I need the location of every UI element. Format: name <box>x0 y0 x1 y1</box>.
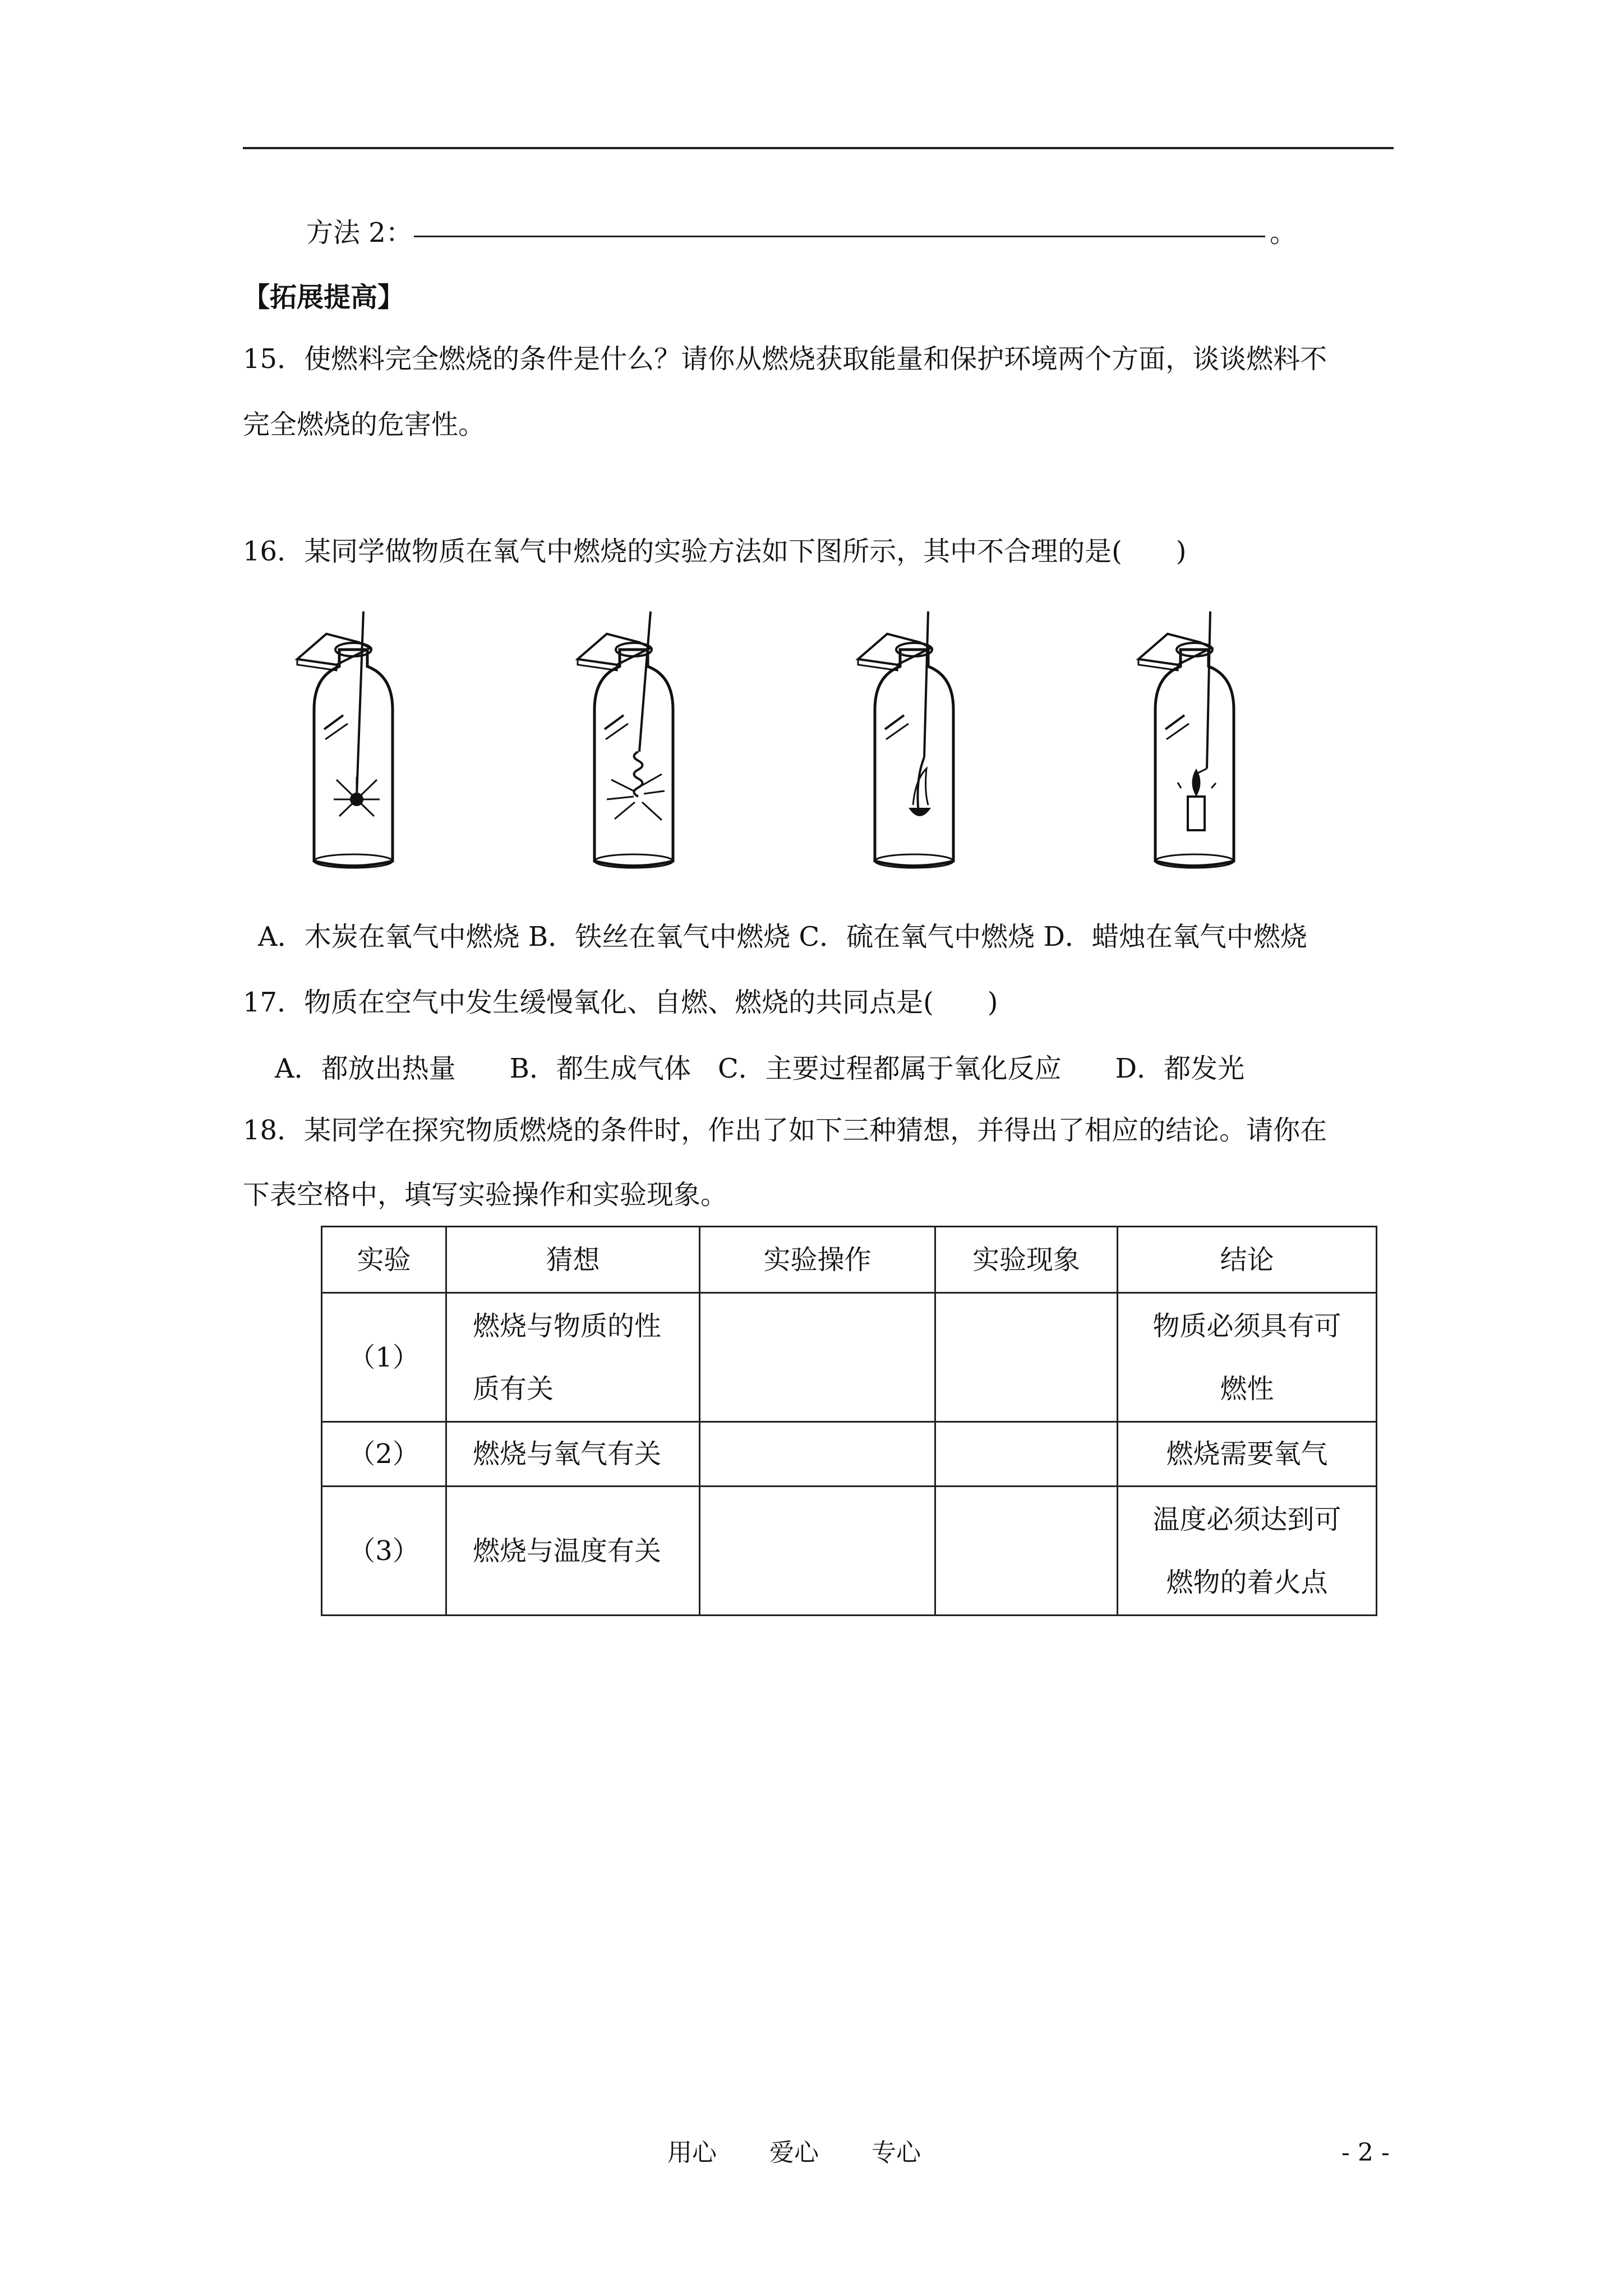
header-rule <box>243 147 1394 149</box>
guess-cell: 燃烧与温度有关 <box>446 1487 700 1616</box>
q17-options: A．都放出热量 B．都生成气体 C．主要过程都属于氧化反应 D．都发光 <box>275 1053 1245 1084</box>
observation-cell[interactable] <box>935 1293 1118 1422</box>
footer-item: 爱心 <box>769 2138 819 2167</box>
method2-label: 方法 2： <box>306 217 413 249</box>
jar-a-charcoal <box>297 611 393 868</box>
header-cell: 实验操作 <box>700 1227 935 1293</box>
q18-table <box>321 1226 1377 1616</box>
guess-line: 质有关 <box>473 1373 554 1405</box>
observation-cell[interactable] <box>935 1422 1118 1487</box>
row-id: （2） <box>322 1422 446 1487</box>
q18-line2: 下表空格中，填写实验操作和实验现象。 <box>243 1179 728 1211</box>
row-id: （3） <box>322 1487 446 1616</box>
guess-line: 燃烧与物质的性 <box>473 1310 662 1342</box>
observation-cell[interactable] <box>935 1487 1118 1616</box>
table-row <box>322 1487 1377 1616</box>
header-cell: 实验 <box>322 1227 446 1293</box>
method2-answer-blank[interactable] <box>414 236 1265 237</box>
q17-stem: 17．物质在空气中发生缓慢氧化、自燃、燃烧的共同点是( ) <box>243 987 998 1018</box>
row-id: （1） <box>322 1293 446 1422</box>
guess-cell: 燃烧与氧气有关 <box>446 1422 700 1487</box>
q16-options: A．木炭在氧气中燃烧 B．铁丝在氧气中燃烧 C．硫在氧气中燃烧 D．蜡烛在氧气中燃烧 <box>258 921 1307 953</box>
table-header-row <box>322 1227 1377 1293</box>
jar-d-candle <box>1138 611 1234 868</box>
header-cell: 结论 <box>1118 1227 1377 1293</box>
operation-cell[interactable] <box>700 1487 935 1616</box>
q16-stem: 16．某同学做物质在氧气中燃烧的实验方法如下图所示，其中不合理的是( ) <box>243 536 1187 567</box>
conclusion-line: 物质必须具有可 <box>1152 1310 1341 1342</box>
conclusion-cell <box>1118 1487 1377 1616</box>
header-cell: 实验现象 <box>935 1227 1118 1293</box>
page-number: - 2 - <box>1341 2138 1390 2167</box>
footer-item: 用心 <box>667 2138 717 2167</box>
footer-item: 专心 <box>872 2138 921 2167</box>
footer-motto <box>667 2136 974 2170</box>
q18-line1: 18．某同学在探究物质燃烧的条件时，作出了如下三种猜想，并得出了相应的结论。请你在 <box>243 1115 1327 1146</box>
table-row <box>322 1293 1377 1422</box>
q15-line2: 完全燃烧的危害性。 <box>243 409 486 440</box>
method2-end: 。 <box>1270 217 1297 249</box>
guess-cell <box>446 1293 700 1422</box>
jar-b-iron-wire <box>578 611 673 868</box>
header-cell: 猜想 <box>446 1227 700 1293</box>
conclusion-cell <box>1118 1293 1377 1422</box>
conclusion-line: 燃物的着火点 <box>1166 1566 1328 1598</box>
table-row <box>322 1422 1377 1487</box>
operation-cell[interactable] <box>700 1293 935 1422</box>
section-heading: 【拓展提高】 <box>243 282 405 313</box>
q15-line1: 15．使燃料完全燃烧的条件是什么？请你从燃烧获取能量和保护环境两个方面，谈谈燃料不 <box>243 343 1327 375</box>
operation-cell[interactable] <box>700 1422 935 1487</box>
conclusion-cell: 燃烧需要氧气 <box>1118 1422 1377 1487</box>
jar-c-sulfur <box>858 611 953 868</box>
combustion-jars-figure <box>292 611 1380 869</box>
conclusion-line: 温度必须达到可 <box>1152 1503 1341 1535</box>
conclusion-line: 燃性 <box>1220 1373 1274 1405</box>
